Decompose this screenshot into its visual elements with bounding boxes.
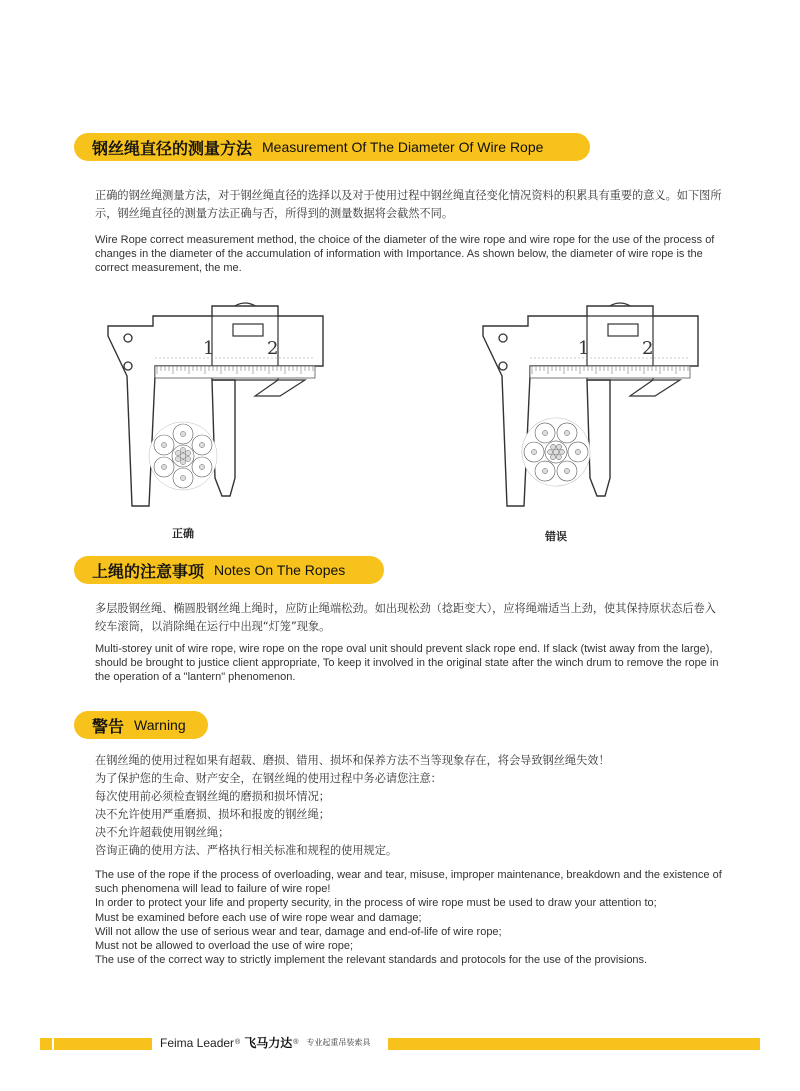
section-title-zh: 钢丝绳直径的测量方法 [92, 138, 253, 158]
section-title-zh: 警告 [92, 716, 125, 736]
warning-line-zh: 决不允许使用严重磨损、损坏和报废的钢丝绳； [95, 808, 330, 821]
warning-line-zh: 每次使用前必须检查钢丝绳的磨损和损坏情况； [95, 790, 330, 803]
warning-list-en [95, 868, 725, 967]
caption-wrong: 错误 [545, 530, 567, 543]
measurement-paragraph-en: Wire Rope correct measurement method, the choice of the diameter of the wire rope and wire rope for the use of the process of changes in the diameter of the accumulation of information with Importance. As shown below, the diameter of wire rope is the correct measurement, the me. [95, 234, 715, 275]
footer-bar-right [388, 1038, 760, 1050]
caption-correct: 正确 [172, 527, 194, 540]
caliper-figure-correct [105, 296, 330, 512]
scale-number-1: 1 [203, 338, 215, 359]
warning-list-zh [95, 752, 725, 860]
section-banner-measurement [74, 133, 590, 161]
warning-line-zh: 在钢丝绳的使用过程如果有超载、磨损、错用、损坏和保养方法不当等现象存在，将会导致钢丝绳失效！ [95, 754, 610, 767]
warning-line-zh: 为了保护您的生命、财产安全，在钢丝绳的使用过程中务必请您注意： [95, 772, 442, 785]
section-title-en: Measurement Of The Diameter Of Wire Rope [262, 139, 544, 155]
warning-line-en: Will not allow the use of serious wear and tear, damage and end-of-life of wire rope; [95, 925, 502, 938]
warning-line-en: In order to protect your life and property security, in the process of wire rope must be used to draw your attention to; [95, 897, 657, 910]
notes-paragraph-zh: 多层股钢丝绳、椭圆股钢丝绳上绳时，应防止绳端松劲。如出现松劲（捻距变大），应将绳端适当上劲，使其保持原状态后卷入绞车滚筒，以消除绳在运行中出现“灯笼”现象。 [95, 602, 716, 633]
warning-line-en: Must be examined before each use of wire rope wear and damage; [95, 911, 422, 924]
wire-rope-cross-section [149, 422, 217, 490]
footer-brand [160, 1034, 370, 1051]
warning-line-zh: 咨询正确的使用方法、严格执行相关标准和规程的使用规定。 [95, 844, 398, 857]
section-title-zh: 上绳的注意事项 [92, 561, 205, 581]
section-banner-warning [74, 711, 208, 739]
section-banner-notes [74, 556, 384, 584]
section-title-en: Warning [134, 717, 186, 733]
section-title-en: Notes On The Ropes [214, 562, 346, 578]
footer-brand-en: Feima Leader [160, 1035, 235, 1050]
scale-number-1: 1 [578, 338, 590, 359]
footer-tagline: 专业起重吊装索具 [306, 1038, 371, 1047]
footer-brand-zh: 飞马力达 [244, 1036, 293, 1050]
registered-mark: ® [293, 1039, 299, 1046]
scale-number-2: 2 [642, 338, 654, 359]
warning-line-en: Must not be allowed to overload the use of wire rope; [95, 940, 354, 953]
warning-line-en: The use of the correct way to strictly implement the relevant standards and protocols for the use of the provisions. [95, 954, 648, 967]
notes-paragraph-en: Multi-storey unit of wire rope, wire rope on the rope oval unit should prevent slack rope end. If slack (twist away from the large), should be brought to justice client appropriate, To keep it involved in the original state after the winch drum to remove the rope in the operation of a "lantern" phenomenon. [95, 643, 719, 684]
caliper-figure-wrong [480, 296, 705, 512]
warning-line-zh: 决不允许超载使用钢丝绳； [95, 826, 230, 839]
registered-mark: ® [235, 1039, 241, 1046]
footer-bar-left [54, 1038, 152, 1050]
measurement-paragraph-zh: 正确的钢丝绳测量方法，对于钢丝绳直径的选择以及对于使用过程中钢丝绳直径变化情况资料的积累具有重要的意义。如下图所示，钢丝绳直径的测量方法正确与否，所得到的测量数据将会截然不同。 [95, 189, 722, 220]
footer-bar-left-small [40, 1038, 52, 1050]
warning-line-en: The use of the rope if the process of overloading, wear and tear, misuse, improper maintenance, breakdown and the existence of such phenomena will lead to failure of wire rope! [95, 869, 722, 896]
scale-number-2: 2 [267, 338, 279, 359]
